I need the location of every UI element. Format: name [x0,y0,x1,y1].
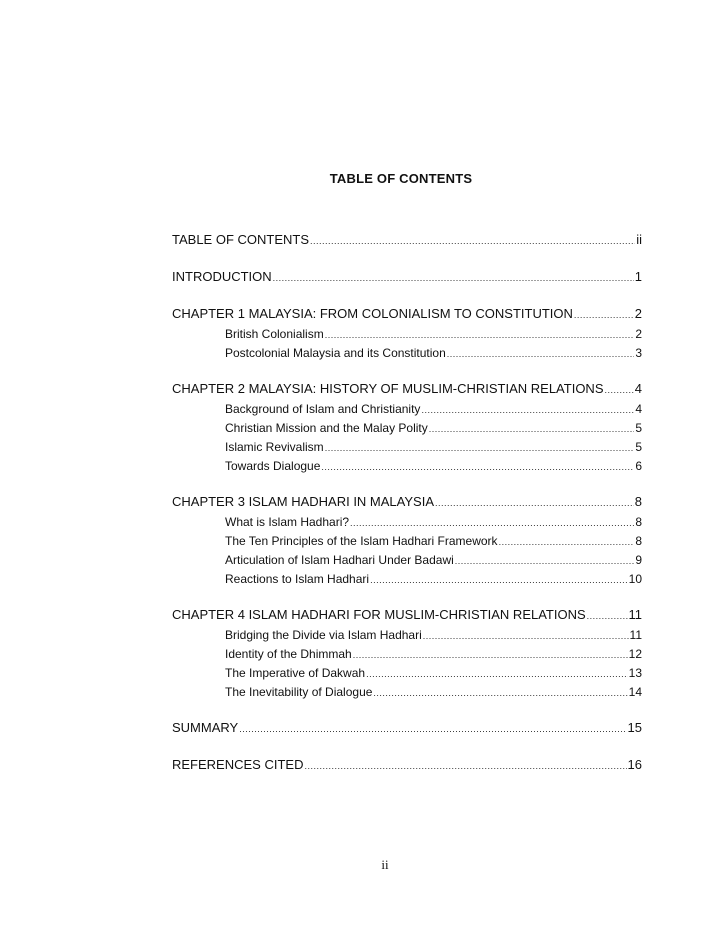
leader-dots [574,306,634,325]
toc-subentry-page: 10 [628,572,642,586]
toc-subentry-label: British Colonialism [225,327,324,341]
toc-subentry-page: 13 [628,666,642,680]
toc-subentry [172,325,642,344]
page-number: ii [381,857,389,872]
toc-subentry-label: What is Islam Hadhari? [225,515,350,529]
toc-entry [172,230,642,251]
leader-dots [325,439,635,457]
leader-dots [350,514,634,532]
toc-subentry [172,551,642,570]
toc-entry [172,605,642,626]
leader-dots [447,345,635,363]
toc-entry-label: INTRODUCTION [172,269,272,284]
toc-subentry-page: 3 [635,346,642,360]
table-of-contents [172,230,642,776]
toc-subentry-page: 9 [635,553,642,567]
toc-entry-label: CHAPTER 1 MALAYSIA: FROM COLONIALISM TO CONSTITUTION [172,306,573,321]
toc-subentry-page: 8 [635,515,642,529]
leader-dots [353,646,628,664]
toc-entry [172,755,642,776]
toc-subentry-label: Christian Mission and the Malay Polity [225,421,428,435]
toc-subentry [172,664,642,683]
toc-entry-page: 16 [627,757,642,772]
leader-dots [421,401,634,419]
toc-subentry [172,344,642,363]
toc-subentry [172,626,642,645]
leader-dots [304,757,626,776]
toc-subentry-label: The Ten Principles of the Islam Hadhari Framework [225,534,498,548]
toc-entry [172,379,642,400]
toc-subentry [172,570,642,589]
leader-dots [605,381,634,400]
toc-entry [172,304,642,325]
toc-entry [172,718,642,739]
toc-subentry-label: Postcolonial Malaysia and its Constitution [225,346,446,360]
leader-dots [435,494,634,513]
toc-subentry-label: Identity of the Dhimmah [225,647,352,661]
toc-subentry-page: 6 [635,459,642,473]
toc-entry-page: ii [636,232,642,247]
leader-dots [239,720,626,739]
toc-entry-label: TABLE OF CONTENTS [172,232,309,247]
page-title: TABLE OF CONTENTS [329,171,473,186]
toc-subentry-label: Bridging the Divide via Islam Hadhari [225,628,422,642]
toc-subentry-page: 8 [635,534,642,548]
toc-subentry-page: 5 [635,421,642,435]
leader-dots [370,571,628,589]
toc-subentry-page: 2 [635,327,642,341]
toc-subentry-page: 11 [629,628,642,642]
toc-subentry [172,513,642,532]
toc-subentry-label: Articulation of Islam Hadhari Under Badawi [225,553,454,567]
toc-entry [172,267,642,288]
toc-subentry-page: 12 [628,647,642,661]
toc-subentry-label: The Imperative of Dakwah [225,666,366,680]
toc-entry-page: 4 [634,381,642,396]
toc-subentry [172,457,642,476]
toc-subentry-page: 4 [635,402,642,416]
toc-subentry [172,683,642,702]
toc-entry-page: 11 [628,607,642,622]
leader-dots [325,326,635,344]
leader-dots [373,684,627,702]
leader-dots [587,607,628,626]
leader-dots [273,269,634,288]
leader-dots [429,420,635,438]
leader-dots [499,533,635,551]
toc-subentry-label: Reactions to Islam Hadhari [225,572,370,586]
toc-subentry-label: The Inevitability of Dialogue [225,685,373,699]
toc-entry-label: SUMMARY [172,720,239,735]
toc-entry [172,492,642,513]
toc-entry-page: 15 [627,720,642,735]
toc-entry-label: CHAPTER 2 MALAYSIA: HISTORY OF MUSLIM-CHRISTIAN RELATIONS [172,381,604,396]
toc-entry-page: 8 [634,494,642,509]
toc-subentry [172,645,642,664]
toc-subentry-page: 5 [635,440,642,454]
toc-subentry-label: Islamic Revivalism [225,440,324,454]
toc-subentry [172,532,642,551]
leader-dots [321,458,634,476]
toc-entry-label: CHAPTER 3 ISLAM HADHARI IN MALAYSIA [172,494,434,509]
toc-subentry [172,419,642,438]
toc-subentry-page: 14 [628,685,642,699]
toc-entry-page: 1 [634,269,642,284]
toc-entry-label: CHAPTER 4 ISLAM HADHARI FOR MUSLIM-CHRISTIAN RELATIONS [172,607,586,622]
toc-subentry-label: Towards Dialogue [225,459,321,473]
toc-subentry [172,438,642,457]
toc-subentry [172,400,642,419]
leader-dots [455,552,635,570]
leader-dots [310,232,635,251]
leader-dots [423,627,629,645]
toc-subentry-label: Background of Islam and Christianity [225,402,421,416]
toc-entry-page: 2 [634,306,642,321]
toc-entry-label: REFERENCES CITED [172,757,304,772]
leader-dots [366,665,628,683]
